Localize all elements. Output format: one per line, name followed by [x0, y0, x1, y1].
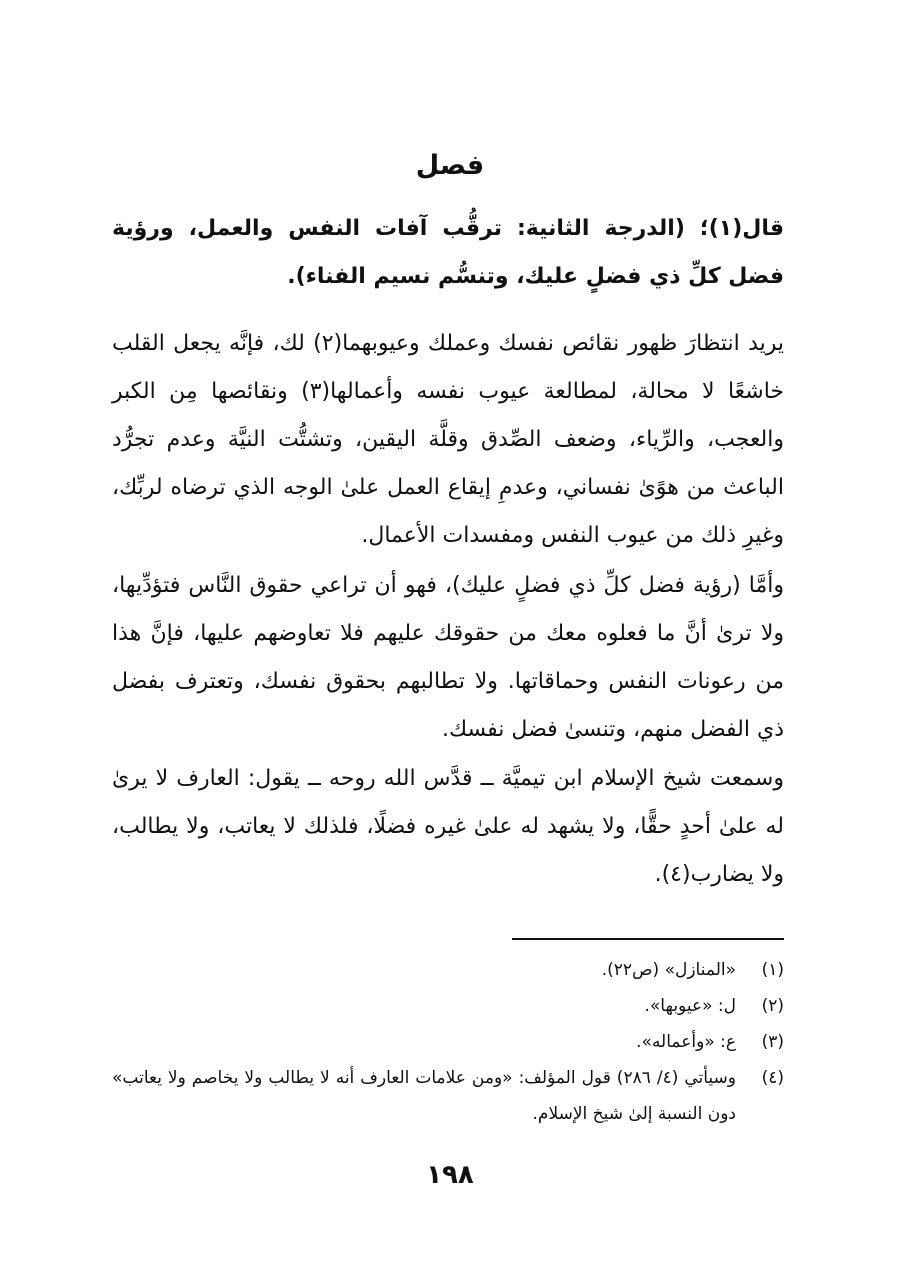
- footnote-number: (٤): [761, 1068, 784, 1088]
- footnote-item: [112, 1024, 784, 1060]
- paragraph-text: قال(١)؛ (الدرجة الثانية: ترقُّب آفات النفس والعمل، ورؤية فضل كلِّ ذي فضلٍ عليك، وتنسُّم نسيم الفناء).: [112, 216, 784, 289]
- footnote-item: [112, 1060, 784, 1132]
- footnote-number: (٢): [761, 996, 784, 1016]
- paragraph-text: وأمَّا (رؤية فضل كلِّ ذي فضلٍ عليك)، فهو أن تراعي حقوق النَّاس فتؤدِّيها، ولا ترىٰ أنَّ ما فعلوه معك من حقوقك عليهم فلا تعاوضهم عليها، فإنَّ هذا من رعونات النفس وحماقاتها. ولا تطالبهم بحقوق نفسك، وتعترف بفضل ذي الفضل منهم، وتنسىٰ فضل نفسك.: [112, 573, 784, 742]
- footnote-number: (٣): [761, 1032, 784, 1052]
- footnote-text: ع: «وأعماله».: [636, 1032, 736, 1052]
- footnote-divider: [512, 938, 784, 940]
- paragraph-virtue: [112, 562, 784, 754]
- paragraph-text: يريد انتظارَ ظهور نقائص نفسك وعملك وعيوبهما(٢) لك، فإنَّه يجعل القلب خاشعًا لا محالة، لمطالعة عيوب نفسه وأعمالها(٣) ونقائصها مِن الكبر والعجب، والرِّياء، وضعف الصِّدق وقلَّة اليقين، وتشتُّت النيَّة وعدم تجرُّد الباعث من هوًىٰ نفساني، وعدمِ إيقاع العمل علىٰ الوجه الذي ترضاه لربِّك، وغيرِ ذلك من عيوب النفس ومفسدات الأعمال.: [112, 331, 785, 548]
- footnotes: [112, 952, 784, 1132]
- footnote-number: (١): [761, 960, 784, 980]
- footnote-item: [112, 988, 784, 1024]
- paragraph-ibn-taymiyya: [112, 755, 784, 899]
- section-heading: فصل: [415, 150, 485, 181]
- paragraph-text: وسمعت شيخ الإسلام ابن تيميَّة ــ قدَّس الله روحه ــ يقول: العارف لا يرىٰ له علىٰ أحدٍ حقًّا، ولا يشهد له علىٰ غيره فضلًا، فلذلك لا يعاتب، ولا يطالب، ولا يضارب(٤).: [112, 766, 784, 887]
- page-number: ١٩٨: [426, 1160, 474, 1190]
- paragraph-quote: [112, 205, 784, 301]
- footnote-text: «المنازل» (ص٢٢).: [601, 960, 736, 980]
- paragraph-commentary: [112, 320, 784, 560]
- footnote-item: [112, 952, 784, 988]
- footnote-text: ل: «عيوبها».: [644, 996, 736, 1016]
- footnote-text: وسيأتي (٤/ ٢٨٦) قول المؤلف: «ومن علامات العارف أنه لا يطالب ولا يخاصم ولا يعاتب» دون النسبة إلىٰ شيخ الإسلام.: [112, 1068, 736, 1124]
